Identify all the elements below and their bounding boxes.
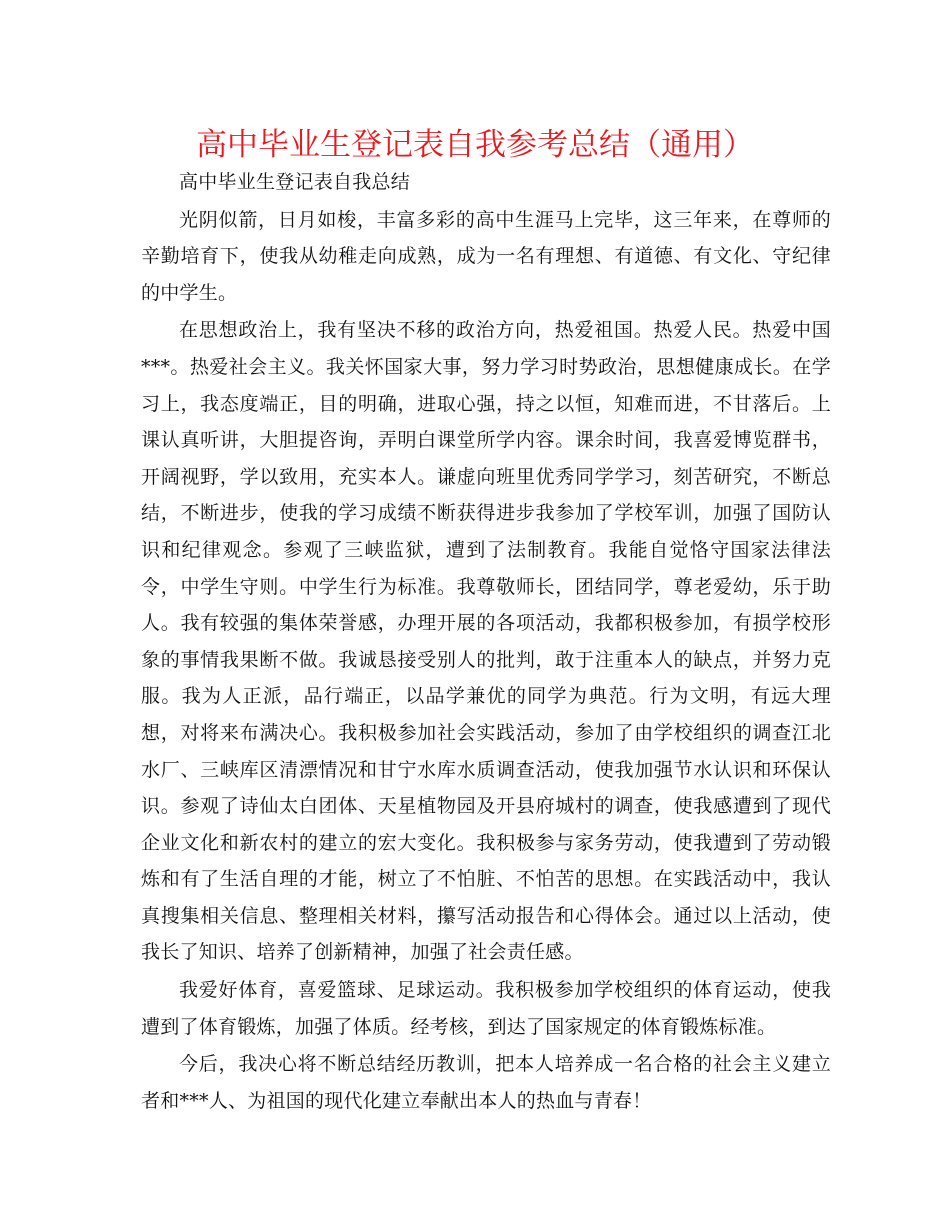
paragraph-thought-and-study: 在思想政治上，我有坚决不移的政治方向，热爱祖国。热爱人民。热爱中国***。热爱社会主义。我关怀国家大事，努力学习时势政治，思想健康成长。在学习上，我态度端正，目的明确，进取心强，持之以恒，知难而进，不甘落后。上课认真听讲，大胆提咨询，弄明白课堂所学内容。课余时间，我喜爱博览群书，开阔视野，学以致用，充实本人。谦虚向班里优秀同学学习，刻苦研究，不断总结，不断进步，使我的学习成绩不断获得进步我参加了学校军训，加强了国防认识和纪律观念。参观了三峡监狱，遭到了法制教育。我能自觉恪守国家法律法令，中学生守则。中学生行为标准。我尊敬师长，团结同学，尊老爱幼，乐于助人。我有较强的集体荣誉感，办理开展的各项活动，我都积极参加，有损学校形象的事情我果断不做。我诚恳接受别人的批判，敢于注重本人的缺点，并努力克服。我为人正派，品行端正，以品学兼优的同学为典范。行为文明，有远大理想，对将来布满决心。我积极参加社会实践活动，参加了由学校组织的调查江北水厂、三峡库区清漂情况和甘宁水库水质调查活动，使我加强节水认识和环保认识。参观了诗仙太白团体、天星植物园及开县府城村的调查，使我感遭到了现代企业文化和新农村的建立的宏大变化。我积极参与家务劳动，使我遭到了劳动锻炼和有了生活自理的才能，树立了不怕脏、不怕苦的思想。在实践活动中，我认真搜集相关信息、整理相关材料，攥写活动报告和心得体会。通过以上活动，使我长了知识、培养了创新精神，加强了社会责任感。: [141, 319, 831, 964]
paragraph-sports: 我爱好体育，喜爱篮球、足球运动。我积极参加学校组织的体育运动，使我遭到了体育锻炼，加强了体质。经考核，到达了国家规定的体育锻炼标准。: [141, 979, 831, 1038]
document-body: [141, 164, 831, 1119]
paragraph-intro: 光阴似箭，日月如梭，丰富多彩的高中生涯马上完毕，这三年来，在尊师的辛勤培育下，使我从幼稚走向成熟，成为一名有理想、有道德、有文化、守纪律的中学生。: [141, 208, 831, 304]
document-subtitle: 高中毕业生登记表自我总结: [179, 171, 411, 193]
paragraph-future: 今后，我决心将不断总结经历教训，把本人培养成一名合格的社会主义建立者和***人、为祖国的现代化建立奉献出本人的热血与青春！: [141, 1053, 831, 1112]
document-title: 高中毕业生登记表自我参考总结（通用）: [196, 127, 754, 163]
